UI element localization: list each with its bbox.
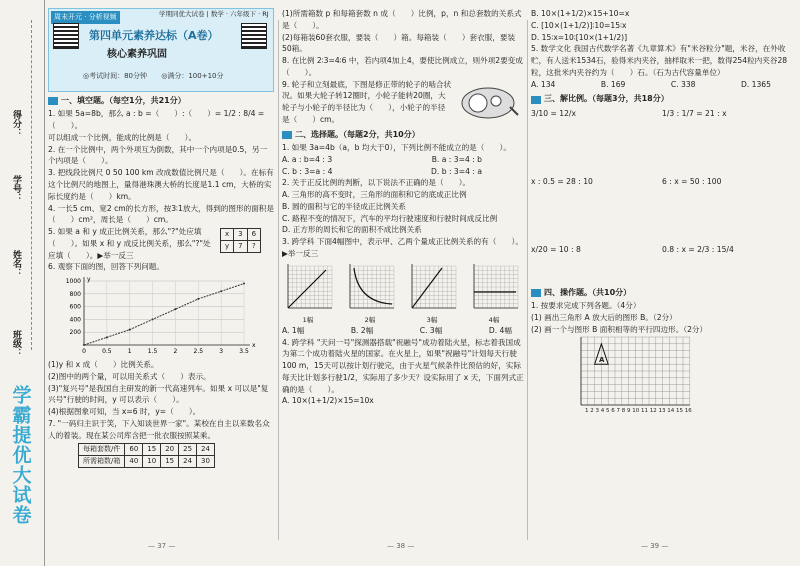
operation-1b: (2) 画一个与图形 B 面积相等的平行四边形。（2分） (531, 324, 708, 334)
question-5 (48, 226, 274, 261)
data-point (220, 290, 222, 292)
question-2: 2. 在一个比例中，两个外项互为倒数，其中一个内项是0.5，另一个内项是（ ）。 (48, 144, 268, 166)
graph-figure (344, 262, 396, 325)
x-tick-label: 1 (127, 348, 132, 356)
binding-margin (0, 0, 45, 566)
x-tick-label: 0.5 (102, 348, 112, 356)
option[interactable]: D. 4幅 (488, 325, 512, 335)
table-cell: 20 (161, 444, 179, 456)
name-label: 姓名： (11, 250, 21, 277)
option[interactable]: D. b : 3=4 : a (431, 166, 482, 176)
data-point (243, 283, 245, 285)
graph-line (354, 268, 392, 304)
question-1: 1. 如果 5a=8b，那么 a : b =（ ）:（ ）= 1/2 : 8/4 = （ ）。 (48, 109, 265, 131)
choice-2b[interactable]: B. 圆的面积与它的半径成正比例关系 (282, 201, 406, 211)
choice-4b[interactable]: B. 10×(1+1/2)×15+10=x (531, 9, 630, 18)
exam-info (83, 71, 224, 82)
grid-graph-3 (406, 262, 458, 312)
question-1b: 可以组成一个比例，能成的比例是（ ）。 (48, 132, 197, 142)
y-tick-label: 1000 (65, 278, 81, 286)
data-point (129, 329, 131, 331)
table-cell: 30 (197, 456, 215, 468)
section-title: 四、操作题。（共10分） (544, 287, 632, 297)
column-divider (278, 20, 279, 540)
choice-4: 4. 跨学科 "天问一号"探测器搭载"祝融号"成功着陆火星，标志着我国成为第二个成功着陆火星的国家。在火星上，如果"祝融号"计划每天行驶100 m，15天可以按计划行驶完，由于火星气候条件比预估的好，实际每天比计划多行驶1/2，实际用了多少天？设实际用了 x 天，下面列式正确的是（ ）。 (282, 337, 524, 394)
question-3: 3. 把线段比例尺 0 50 100 km 改成数值比例尺是（ ）。在标有这个比例尺的地图上，量得港珠澳大桥的长度是1.1 cm，大桥的实际长度约是（ ）km。 (48, 168, 274, 201)
page-number: — 37 — (148, 542, 176, 551)
question-9-text: 9. 轮子和立刻最底，下图是修正带的轮子的啮合状况。如果大轮子转12圈时，小轮子能转20圈，大轮子与小轮子的半径比为（ ），小轮子的半径是（ ）cm。 (282, 79, 452, 124)
table-cell: ? (247, 240, 260, 252)
section-icon (531, 96, 541, 104)
series-line (84, 284, 244, 345)
ratio-problem: x : 0.5 = 28 : 10 (531, 176, 593, 186)
section-icon (531, 289, 541, 297)
grid-graph-1 (282, 262, 334, 312)
correction-tape-icon (452, 79, 518, 123)
x-tick-label: 2 (173, 348, 178, 356)
x-tick-label: 0 (82, 348, 86, 356)
cut-line (31, 20, 32, 350)
graph-figure (406, 262, 458, 325)
header-box (48, 8, 274, 92)
choice-5-options (531, 79, 771, 91)
page-number: — 38 — (387, 542, 415, 551)
graph-line (288, 270, 326, 308)
choice-5: 5. 数学文化 我国古代数学名著《九章算术》有"米谷粒分"题，米谷，在外收贮，有人送米1534石，验得米内夹谷，抽样取米一把，数得254粒内夹谷28粒，这批米内夹谷约为（ ）石。（石为古代容量单位） (531, 44, 788, 77)
table-cell: y (221, 240, 234, 252)
table-cell: 3 (234, 229, 247, 241)
column-page-38 (282, 8, 524, 556)
operation-1: 1. 按要求完成下列各题。（4分） (531, 301, 641, 311)
operation-1a: (1) 画出三角形 A 放大后的图形 B。（2分） (531, 312, 677, 322)
data-point (152, 319, 154, 321)
choice-4a[interactable]: A. 10×(1+1/2)×15=10x (282, 396, 374, 406)
question-7b: (2)每箱装60套衣服，要装（ ）箱。每箱装（ ）套衣服，要装50箱。 (282, 32, 516, 54)
graph-caption: 4幅 (488, 315, 500, 324)
section-fill (48, 95, 274, 107)
brand-vertical: 学霸提优大试卷 (9, 385, 32, 525)
question-7: 7. "一码归主识于笑，下入知谈世界一家"。某校在自主以来数名众人的着装。现在某公司库含把一批衣服按照某乘。 (48, 418, 270, 440)
ratio-problem: 6 : x = 50 : 100 (662, 176, 722, 186)
question-6b: (2)图中的两个量，可以用关系式（ ）表示。 (48, 371, 211, 381)
table-cell: x (221, 229, 234, 241)
section-title: 三、解比例。（每题3分，共18分） (544, 94, 669, 104)
choice-2d[interactable]: D. 正方形的周长和它的面积不成比例关系 (282, 225, 422, 235)
table-cell: 24 (197, 444, 215, 456)
grid-board-svg (571, 335, 696, 417)
option[interactable]: C. 338 (670, 79, 696, 89)
table-cell: 7 (234, 240, 247, 252)
x-tick-label: 3.5 (239, 348, 249, 356)
question-9 (282, 79, 524, 126)
option[interactable]: B. a : 3=4 : b (431, 154, 482, 164)
section-solve (531, 93, 793, 105)
option[interactable]: C. b : 3=a : 4 (282, 166, 333, 176)
ratio-problem: 1/3 : 1/7 = 21 : x (662, 108, 727, 118)
graph-figure (282, 262, 334, 325)
series-label: 学期同优大试卷 | 数学 · 六年级下 · RJ (159, 10, 269, 18)
y-tick-label: 200 (69, 329, 81, 337)
choice-2a[interactable]: A. 三角形的高不变时，三角形的面积和它的底成正比例 (282, 190, 467, 200)
question-5-text: 5. 如果 a 和 y 成正比例关系，那么"?"处应填（ ）。如果 x 和 y 成反比例关系，那么"?"处应填（ ）。▶举一反三 (48, 227, 211, 260)
option[interactable]: B. 169 (600, 79, 626, 89)
table-cell: 40 (125, 456, 143, 468)
y-tick-label: 400 (69, 316, 81, 324)
qr-code-icon[interactable] (241, 23, 267, 49)
y-tick-label: 600 (69, 303, 81, 311)
table-header: 所需箱数/箱 (79, 456, 125, 468)
y-tick-label: 800 (69, 290, 81, 298)
table-cell: 15 (161, 456, 179, 468)
column-page-39 (531, 8, 793, 556)
option[interactable]: C. 3幅 (419, 325, 443, 335)
section-operation (531, 287, 793, 299)
ratio-grid (531, 108, 793, 284)
section-icon (282, 131, 292, 139)
data-point (174, 308, 176, 310)
graph-caption: 1幅 (302, 315, 314, 324)
x-tick-label: 3 (219, 348, 224, 356)
page-subtitle: 核心素养巩固 (107, 49, 167, 60)
graph-figure (468, 262, 520, 325)
data-point (106, 336, 108, 338)
choice-2: 2. 关于正反比例的判断，以下说法不正确的是（ ）。 (282, 178, 471, 188)
grid-x-labels: 1 2 3 4 5 6 7 8 9 10 11 12 13 14 15 16 (585, 408, 692, 415)
choice-3: 3. 跨学科 下面4幅图中，表示甲、乙两个量成正比例关系的有（ ）。▶举一反三 (282, 237, 523, 258)
page-number: — 39 — (641, 542, 669, 551)
section-title: 一、填空题。（每空1分，共21分） (61, 96, 186, 105)
question-6d: (4)根据图象可知，当 x=6 时，y=（ ）。 (48, 407, 201, 417)
graph-caption: 2幅 (364, 315, 376, 324)
header-tag: 周末开元 · 分析视频 (51, 11, 120, 24)
table-cell: 6 (247, 229, 260, 241)
graph-caption: 3幅 (426, 315, 438, 324)
option[interactable]: A. a : b=4 : 3 (282, 154, 333, 164)
box-table (78, 443, 215, 468)
table-cell: 25 (179, 444, 197, 456)
question-8: 8. 在比例 2∶3=4∶6 中，若内项4加上4，要使比例成立，则外项2要变成（ ）。 (282, 56, 523, 77)
column-page-37 (48, 8, 274, 556)
x-axis-label: x (252, 342, 256, 350)
question-6: 6. 观察下面的图，回答下列问题。 (48, 262, 164, 272)
choice-2c[interactable]: C. 路程不变的情况下，汽车的平均行驶速度和行驶时间成反比例 (282, 213, 498, 223)
table-cell: 60 (125, 444, 143, 456)
section-choice (282, 129, 524, 141)
data-point (197, 298, 199, 300)
choice-1-options-row2 (282, 166, 482, 178)
ratio-problem: 3/10 = 12/x (531, 108, 576, 118)
table-cell: 10 (143, 456, 161, 468)
choice-4d[interactable]: D. 15∶x=10∶[10×(1+1/2)] (531, 32, 628, 42)
page-title: 第四单元素养达标（A卷） (89, 29, 219, 42)
grid-graph-2 (344, 262, 396, 312)
choice-1-options-row1 (282, 154, 482, 166)
choice-3-options (282, 325, 512, 337)
ratio-problem: 0.8 : x = 2/3 : 15/4 (662, 244, 734, 254)
grid-graph-4 (468, 262, 520, 312)
option[interactable]: B. 2幅 (350, 325, 374, 335)
ratio-problem: x/20 = 10 : 8 (531, 244, 581, 254)
four-graphs (282, 262, 520, 325)
xy-table (220, 228, 261, 253)
score-label: 得分： (11, 110, 21, 137)
column-divider (527, 20, 528, 540)
question-4: 4. 一长5 cm、宽2 cm的长方形，按3∶1放大，得到的图形的面积是（ ）cm²，周长是（ ）cm。 (48, 203, 274, 225)
section-icon (48, 97, 58, 105)
line-chart (54, 275, 254, 357)
data-point (83, 344, 85, 346)
option[interactable]: A. 1幅 (282, 325, 305, 335)
choice-4c[interactable]: C. [10×(1+1/2)]∶10=15∶x (531, 20, 627, 30)
option[interactable]: A. 134 (531, 79, 556, 89)
table-cell: 24 (179, 456, 197, 468)
class-label: 班级： (11, 330, 21, 357)
question-6c: (3)"复兴号"是我国自主研发的新一代高速列车。如果 x 可以是"复兴号"行驶的时间，y 可以表示（ ）。 (48, 383, 269, 405)
x-tick-label: 1.5 (147, 348, 158, 356)
choice-1: 1. 如果 3a=4b（a，b 均大于0），下列比例不能成立的是（ ）。 (282, 143, 511, 153)
grid-board[interactable] (571, 335, 696, 417)
question-6a: (1)y 和 x 成（ ）比例关系。 (48, 360, 159, 370)
section-title: 二、选择题。（每题2分，共10分） (295, 129, 420, 139)
exam-time: ◎考试时间：80分钟 (83, 72, 148, 80)
y-axis-label: y (87, 276, 91, 284)
x-tick-label: 2.5 (193, 348, 204, 356)
option[interactable]: D. 1365 (740, 79, 771, 89)
qr-code-icon[interactable] (53, 23, 79, 49)
question-7a: (1)所需箱数 p 和每箱套数 n 成（ ）比例，p，n 和总套数的关系式是（ ）。 (282, 9, 522, 30)
line-chart-svg (54, 275, 254, 357)
triangle-a-label: A (599, 356, 605, 365)
exam-full-score: ◎满分：100+10分 (161, 72, 224, 80)
id-label: 学号： (11, 175, 21, 202)
table-cell: 15 (143, 444, 161, 456)
table-header: 每箱套数/件 (79, 444, 125, 456)
